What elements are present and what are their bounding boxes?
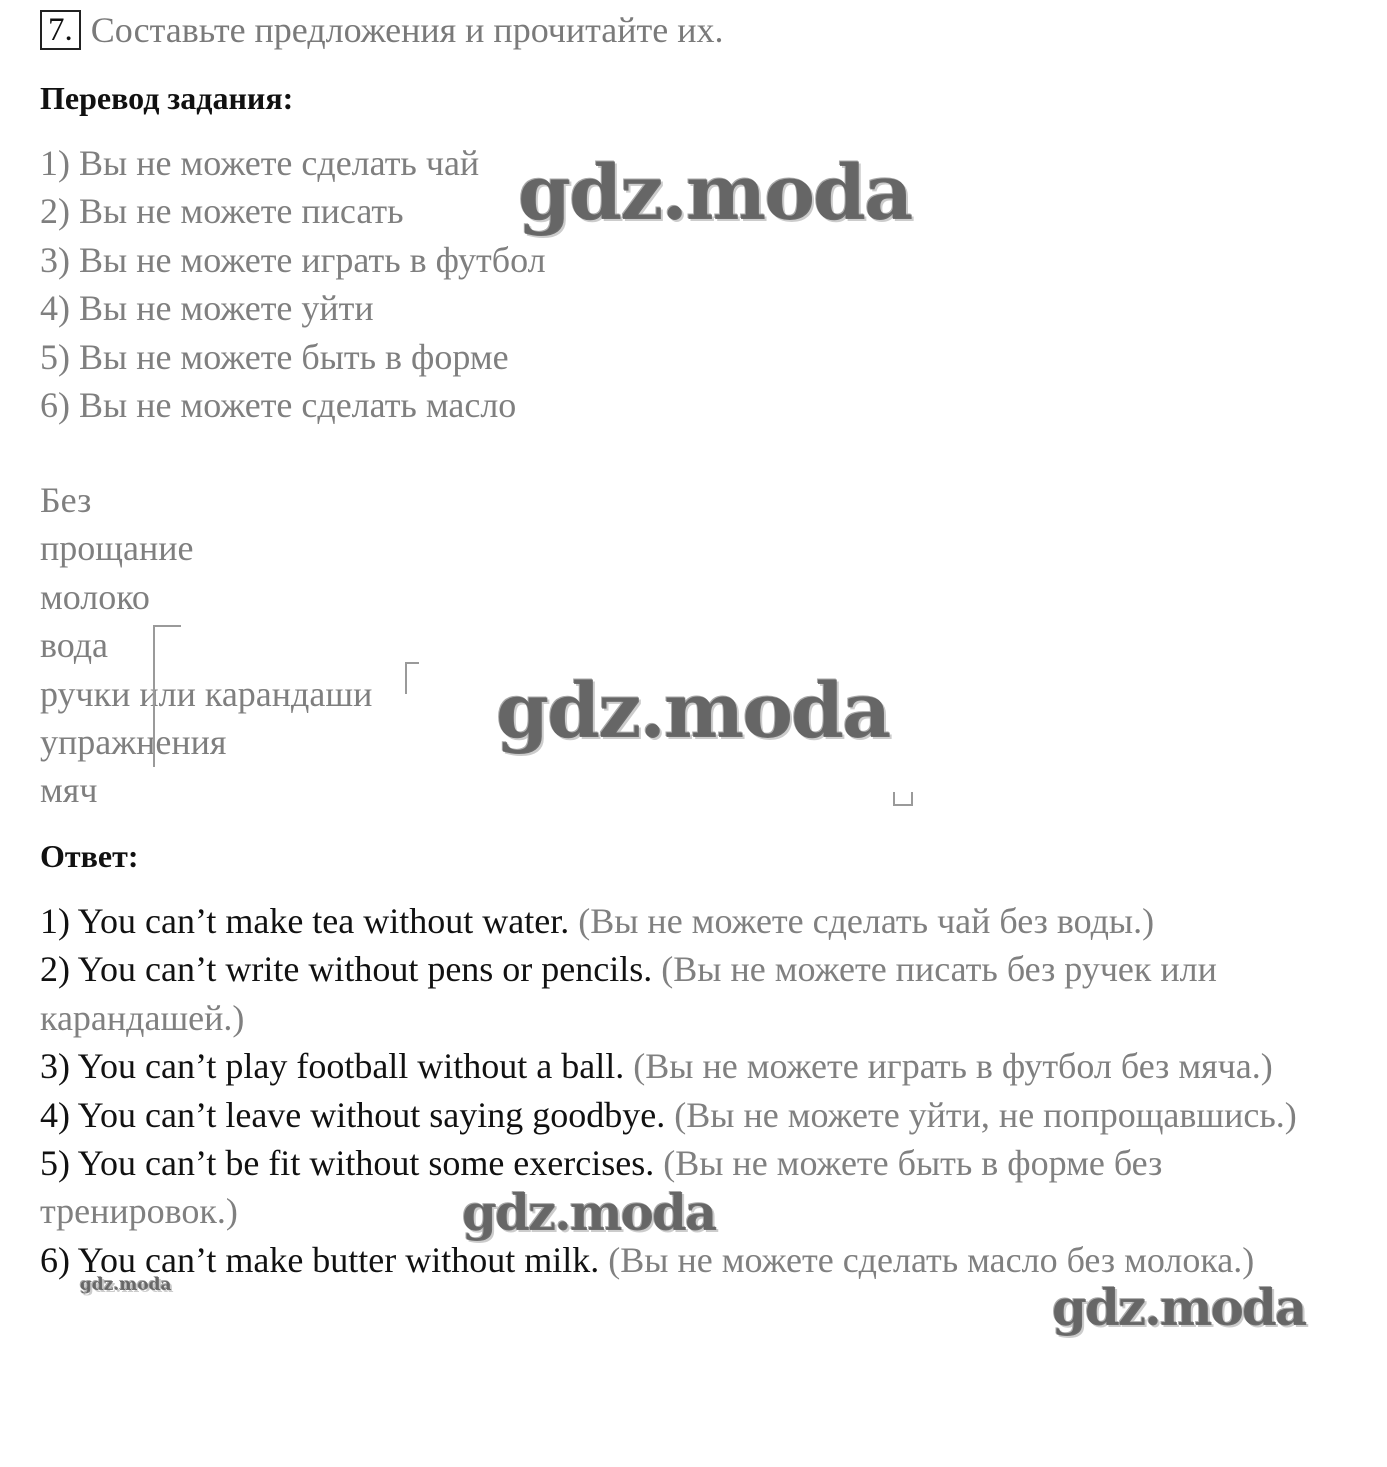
answer-heading: Ответ: (40, 838, 139, 874)
answer-item (40, 1091, 1340, 1139)
watermark: gdz.moda (496, 666, 890, 755)
answer-item (40, 897, 1340, 945)
translation-sentence: 2) Вы не можете писать (40, 191, 404, 232)
translation-word-list (40, 476, 372, 815)
translation-word: ручки или карандаши (40, 673, 373, 714)
watermark: gdz.moda (462, 1183, 716, 1242)
translation-sentence: 5) Вы не можете быть в форме (40, 336, 509, 377)
translation-word: Без (40, 480, 92, 520)
translation-sentence: 1) Вы не можете сделать чай (40, 143, 480, 183)
answer-english: 3) You can’t play football without a ball. (40, 1046, 625, 1087)
translation-word: упражнения (40, 722, 227, 763)
answer-russian: (Вы не можете сделать чай без воды.) (578, 901, 1155, 941)
answer-english: 4) You can’t leave without saying goodbye. (40, 1094, 666, 1135)
task-number: 7. (40, 10, 81, 50)
translation-sentence-list (40, 139, 546, 429)
answer-english: 2) You can’t write without pens or pencils. (40, 949, 653, 990)
answer-item (40, 1139, 1340, 1236)
answer-russian: (Вы не можете сделать масло без молока.) (608, 1239, 1255, 1280)
answer-item (40, 1236, 1340, 1284)
watermark: gdz.moda (80, 1275, 172, 1295)
answer-russian: (Вы не можете писать без ручек или карандашей.) (40, 949, 1217, 1038)
answer-item (40, 1042, 1340, 1090)
translation-word: мяч (40, 770, 98, 811)
answer-russian: (Вы не можете быть в форме без тренировок.) (40, 1143, 1163, 1232)
task-instruction: Составьте предложения и прочитайте их. (90, 10, 724, 50)
translation-word: вода (40, 625, 109, 666)
answer-english: 1) You can’t make tea without water. (40, 901, 570, 941)
answer-english: 5) You can’t be fit without some exercises. (40, 1143, 655, 1184)
translation-heading: Перевод задания: (40, 80, 294, 116)
translation-word: прощание (40, 528, 194, 569)
answer-english: 6) You can’t make butter without milk. (40, 1239, 600, 1280)
scan-bracket-artifact (893, 792, 913, 806)
translation-sentence: 4) Вы не можете уйти (40, 288, 374, 329)
answer-russian: (Вы не можете играть в футбол без мяча.) (633, 1046, 1273, 1087)
translation-word: молоко (40, 576, 150, 617)
answer-list (40, 897, 1340, 1284)
scan-bracket-artifact (405, 662, 419, 694)
watermark: gdz.moda (518, 148, 912, 237)
watermark: gdz.moda (1052, 1278, 1306, 1337)
translation-sentence: 3) Вы не можете играть в футбол (40, 239, 546, 280)
answer-russian: (Вы не можете уйти, не попрощавшись.) (674, 1094, 1297, 1135)
task-header (40, 8, 724, 52)
translation-sentence: 6) Вы не можете сделать масло (40, 385, 517, 426)
answer-item (40, 945, 1340, 1042)
